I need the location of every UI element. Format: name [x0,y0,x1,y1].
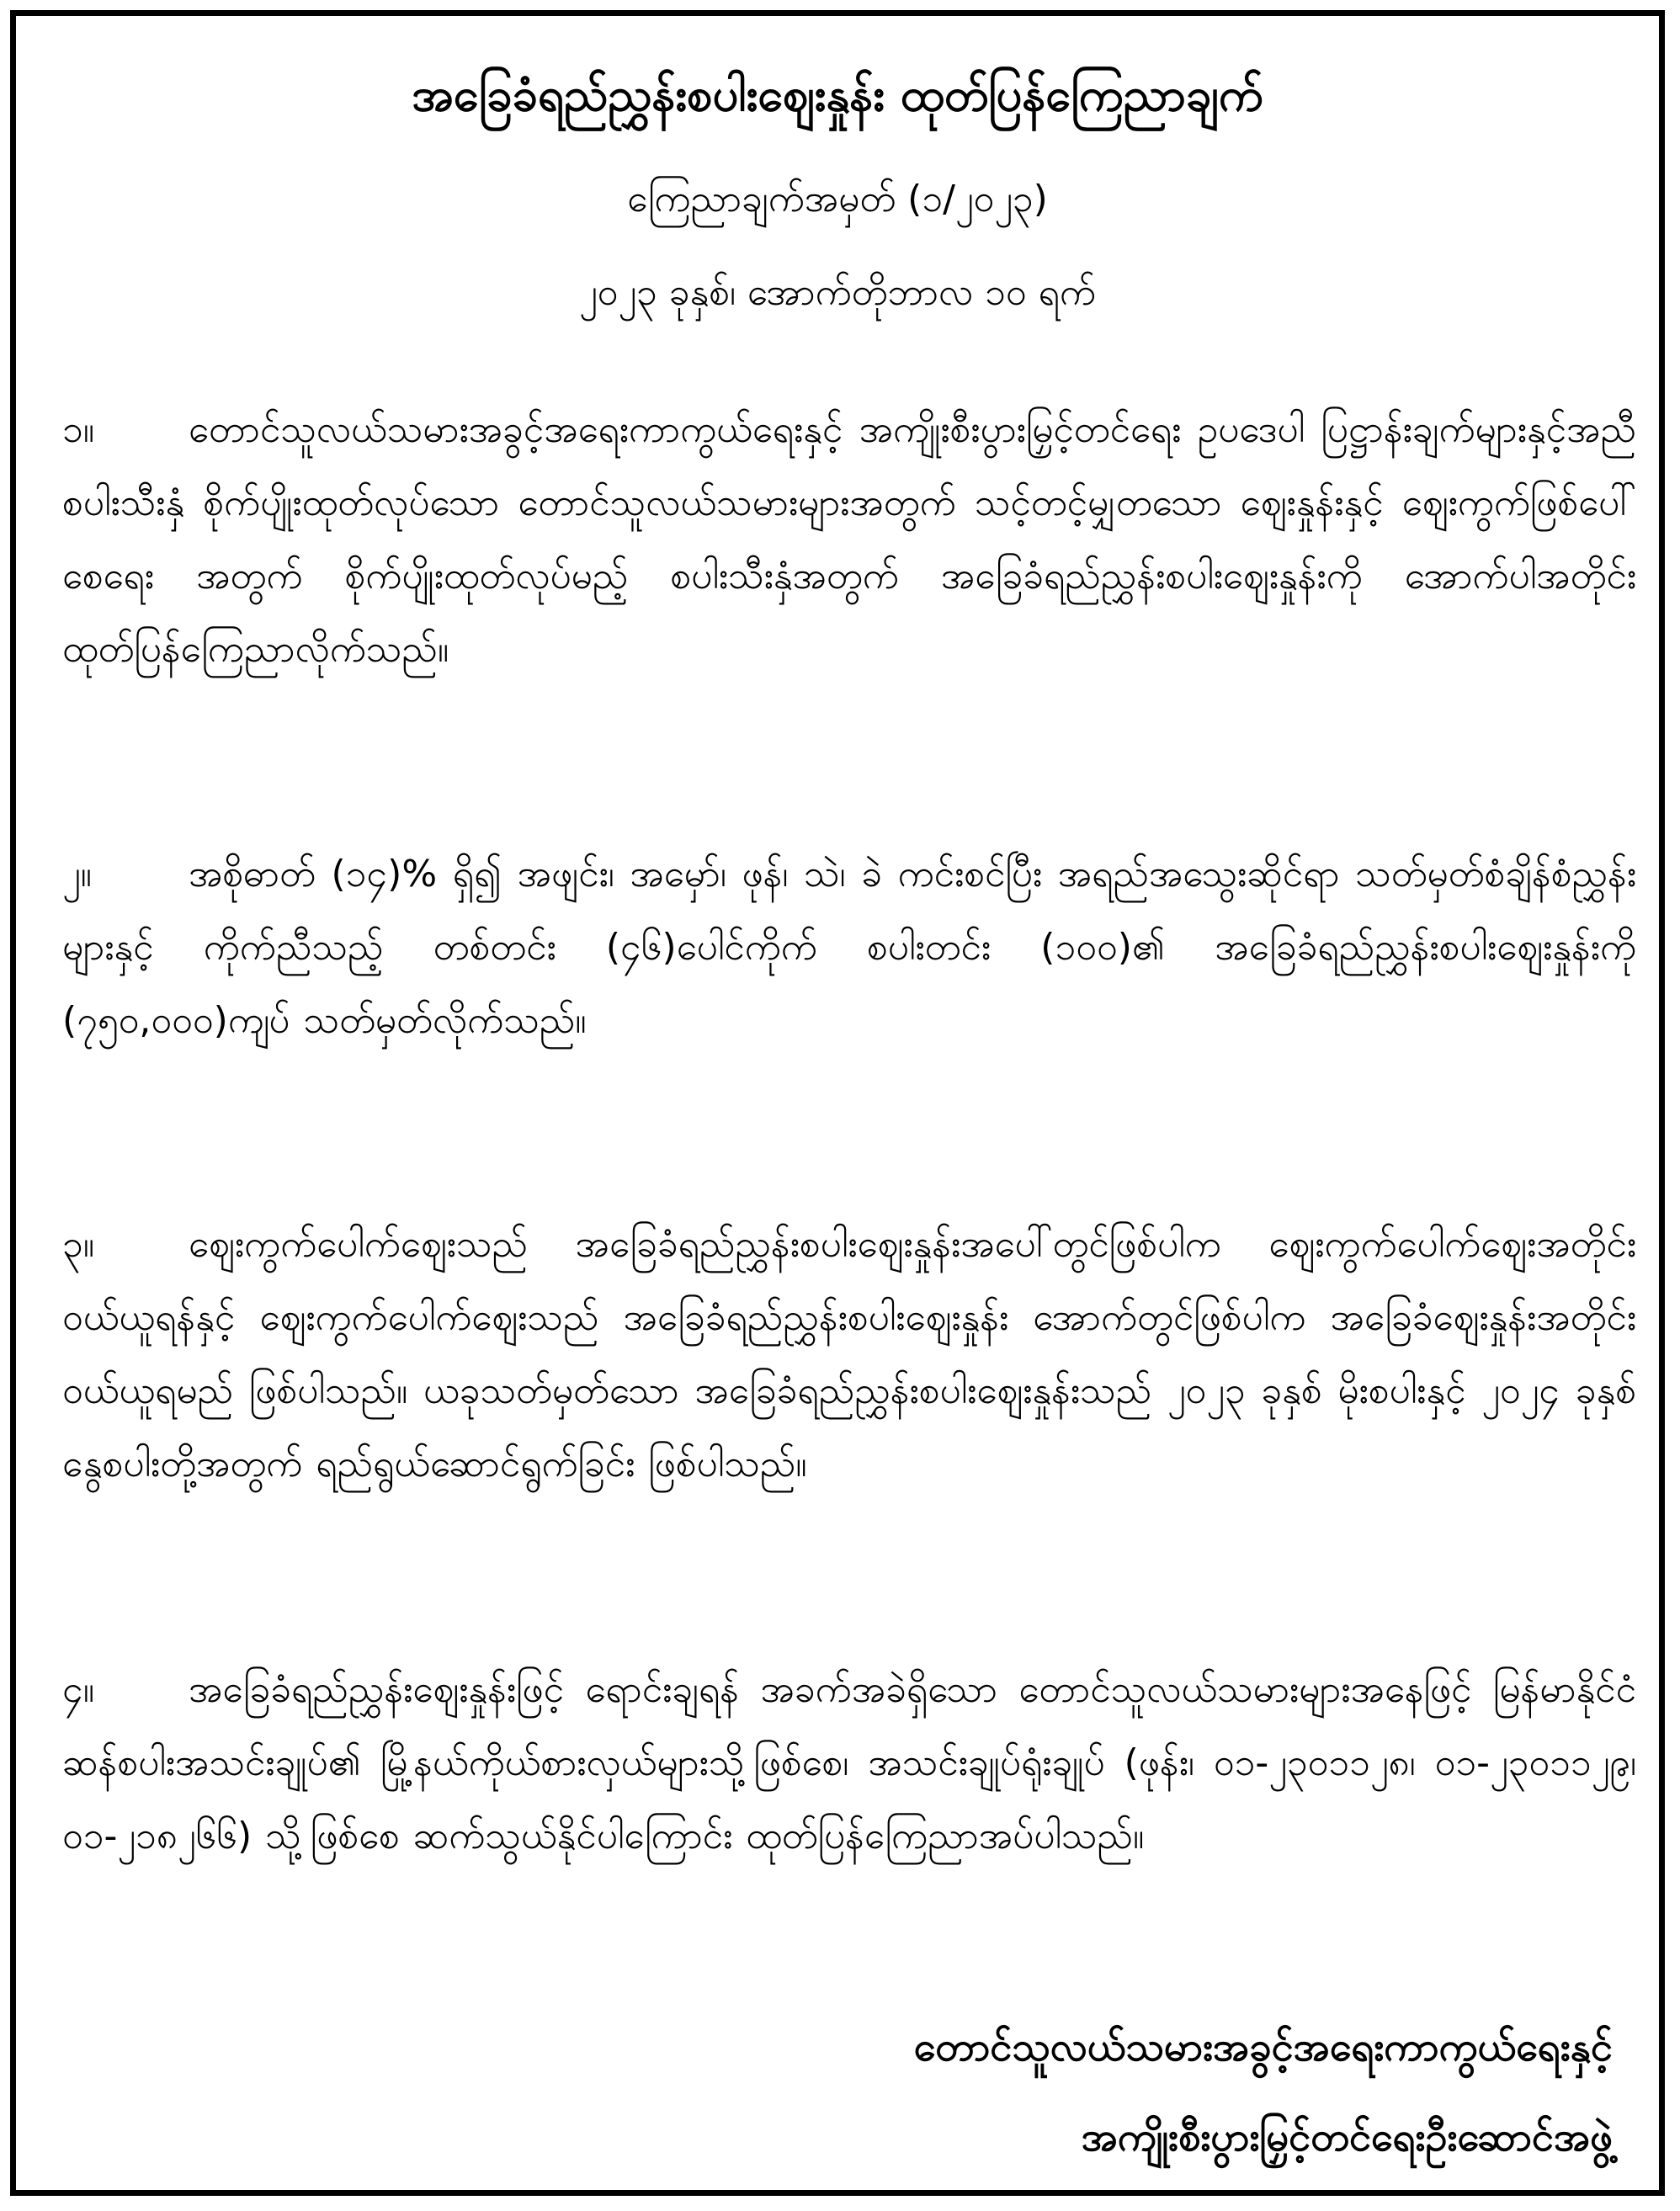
paragraph-text: တောင်သူလယ်သမားအခွင့်အရေးကာကွယ်ရေးနှင့် အကျိုးစီးပွားမြှင့်တင်ရေး ဥပဒေပါ ပြဋ္ဌာန်းချက်များနှင့်အညီ စပါးသီးနှံ စိုက်ပျိုးထုတ်လုပ်သော တောင်သူလယ်သမားများအတွက် သင့်တင့်မျှတသော ဈေးနှုန်းနှင့် ဈေးကွက်ဖြစ်ပေါ်စေရေး အတွက် စိုက်ပျိုးထုတ်လုပ်မည့် စပါးသီးနှံအတွက် အခြေခံရည်ညွှန်းစပါးဈေးနှုန်းကို အောက်ပါအတိုင်း ထုတ်ပြန်ကြေညာလိုက်သည်။ [62,408,1636,671]
paragraph-1 [62,393,1636,686]
paragraph-number: ၂။ [62,853,92,896]
paragraph-number: ၄။ [62,1668,95,1711]
paragraph-number: ၁။ [62,408,95,451]
paragraph-text: အခြေခံရည်ညွှန်းဈေးနှုန်းဖြင့် ရောင်းချရန် အခက်အခဲရှိသော တောင်သူလယ်သမားများအနေဖြင့် မြန်မာနိုင်ငံဆန်စပါးအသင်းချုပ်၏ မြို့နယ်ကိုယ်စားလှယ်များသို့ဖြစ်စေ၊ အသင်းချုပ်ရုံးချုပ် (ဖုန်း၊ ၀၁-၂၃၀၁၁၂၈၊ ၀၁-၂၃၀၁၁၂၉၊ ၀၁-၂၁၈၂၆၆) သို့ဖြစ်စေ ဆက်သွယ်နိုင်ပါကြောင်း ထုတ်ပြန်ကြေညာအပ်ပါသည်။ [62,1668,1636,1858]
paragraph-4 [62,1653,1636,1873]
paragraph-text: ဈေးကွက်ပေါက်ဈေးသည် အခြေခံရည်ညွှန်းစပါးဈေးနှုန်းအပေါ်တွင်ဖြစ်ပါက ဈေးကွက်ပေါက်ဈေးအတိုင်း ဝယ်ယူရန်နှင့် ဈေးကွက်ပေါက်ဈေးသည် အခြေခံရည်ညွှန်းစပါးဈေးနှုန်း အောက်တွင်ဖြစ်ပါက အခြေခံဈေးနှုန်းအတိုင်း ဝယ်ယူရမည် ဖြစ်ပါသည်။ ယခုသတ်မှတ်သော အခြေခံရည်ညွှန်းစပါးဈေးနှုန်းသည် ၂၀၂၃ ခုနှစ် မိုးစပါးနှင့် ၂၀၂၄ ခုနှစ် နွေစပါးတို့အတွက် ရည်ရွယ်ဆောင်ရွက်ခြင်း ဖြစ်ပါသည်။ [62,1223,1636,1486]
paragraph-3 [62,1208,1636,1501]
announcement-date: ၂၀၂၃ ခုနှစ်၊ အောက်တိုဘာလ ၁၀ ရက် [579,271,1096,314]
announcement-reference-number: ကြေညာချက်အမှတ် (၁/၂၀၂၃) [627,178,1048,221]
signature-line-2: အကျိုးစီးပွားမြှင့်တင်ရေးဦးဆောင်အဖွဲ့ [1081,2114,1613,2161]
paragraph-number: ၃။ [62,1223,95,1266]
paragraph-2 [62,837,1636,1057]
announcement-title: အခြေခံရည်ညွှန်းစပါးဈေးနှုန်း ထုတ်ပြန်ကြေညာချက် [412,68,1263,121]
paragraph-text: အစိုဓာတ် (၁၄)% ရှိ၍ အဖျင်း၊ အမှော်၊ ဖုန်၊ သဲ၊ ခဲ ကင်းစင်ပြီး အရည်အသွေးဆိုင်ရာ သတ်မှတ်စံချိန်စံညွှန်းများနှင့် ကိုက်ညီသည့် တစ်တင်း (၄၆)ပေါင်ကိုက် စပါးတင်း (၁၀၀)၏ အခြေခံရည်ညွှန်းစပါးဈေးနှုန်းကို (၇၅၀,၀၀၀)ကျပ် သတ်မှတ်လိုက်သည်။ [62,853,1636,1042]
announcement-frame [10,10,1665,2196]
signature-line-1: တောင်သူလယ်သမားအခွင့်အရေးကာကွယ်ရေးနှင့် [913,2024,1613,2070]
